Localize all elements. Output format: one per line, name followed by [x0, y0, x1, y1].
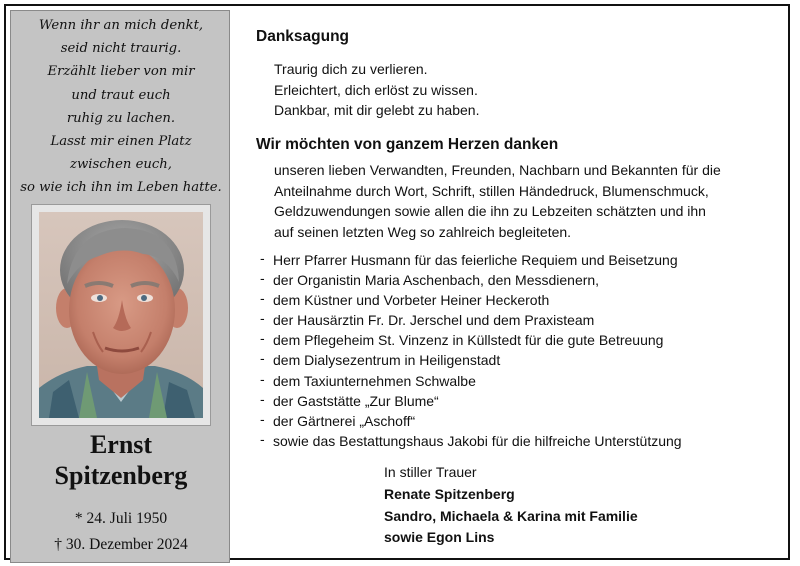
list-item-text: dem Taxiunternehmen Schwalbe: [273, 372, 476, 389]
mourner-name: Renate Spitzenberg: [384, 485, 515, 502]
poem-line: Lasst mir einen Platz: [50, 134, 192, 150]
first-name: Ernst: [89, 430, 153, 459]
heading: Danksagung: [256, 28, 350, 45]
poem-line: ruhig zu lachen.: [66, 110, 176, 126]
list-item-text: der Gärtnerei „Aschoff“: [273, 412, 416, 429]
poem-line: zwischen euch,: [70, 157, 172, 173]
mourner-name: Sandro, Michaela & Karina mit Familie: [384, 507, 638, 524]
list-item-text: der Organistin Maria Aschenbach, den Messdienern,: [273, 272, 600, 289]
list-marker: -: [260, 390, 265, 407]
death-date: † 30. Dezember 2024: [54, 536, 188, 553]
list-item: [260, 371, 682, 391]
list-item-text: sowie das Bestattungshaus Jakobi für die hilfreiche Unterstützung: [273, 432, 682, 449]
list-marker: -: [260, 250, 265, 266]
poem-line: so wie ich ihn im Leben hatte.: [20, 180, 222, 196]
thanks-list: [260, 250, 682, 451]
intro-line: Erleichtert, dich erlöst zu wissen.: [274, 81, 478, 98]
paragraph-line: auf seinen letzten Weg so zahlreich begleiteten.: [274, 223, 572, 240]
signature-block: [384, 462, 638, 549]
mourner-name: sowie Egon Lins: [384, 529, 495, 546]
intro-text: [274, 59, 479, 121]
list-item-text: der Hausärztin Fr. Dr. Jerschel und dem Praxisteam: [273, 312, 595, 329]
list-item-text: dem Dialysezentrum in Heiligenstadt: [273, 352, 501, 369]
memorial-panel: [10, 10, 230, 563]
list-item: [260, 431, 682, 451]
intro-line: Traurig dich zu verlieren.: [274, 61, 428, 77]
list-marker: -: [260, 350, 265, 367]
list-marker: -: [260, 430, 265, 447]
subheading: Wir möchten von ganzem Herzen danken: [256, 136, 559, 153]
paragraph-line: unseren lieben Verwandten, Freunden, Nachbarn und Bekannten für die: [274, 162, 721, 178]
paragraph-line: Anteilnahme durch Wort, Schrift, stillen Händedruck, Blumenschmuck,: [274, 182, 709, 199]
last-name: Spitzenberg: [54, 461, 188, 490]
list-marker: -: [260, 270, 265, 287]
poem-line: und traut euch: [71, 87, 171, 103]
birth-date: * 24. Juli 1950: [74, 510, 168, 527]
list-item-text: dem Pflegeheim St. Vinzenz in Küllstedt für die gute Betreuung: [273, 332, 664, 349]
list-item: [260, 310, 682, 330]
portrait-frame: [31, 204, 211, 426]
list-marker: -: [260, 290, 265, 307]
memorial-poem: [11, 14, 231, 200]
list-item-text: Herr Pfarrer Husmann für das feierliche Requiem und Beisetzung: [273, 252, 678, 268]
poem-line: seid nicht traurig.: [60, 41, 182, 57]
list-item: [260, 330, 682, 350]
list-item-text: der Gaststätte „Zur Blume“: [273, 392, 439, 409]
list-marker: -: [260, 410, 265, 427]
list-marker: -: [260, 370, 265, 387]
intro-line: Dankbar, mit dir gelebt zu haben.: [274, 102, 480, 118]
list-item-text: dem Küstner und Vorbeter Heiner Heckeroth: [273, 292, 550, 309]
list-item: [260, 411, 682, 431]
portrait-photo: [39, 212, 203, 418]
list-item: [260, 290, 682, 310]
deceased-name: [11, 429, 231, 491]
list-item: [260, 391, 682, 411]
paragraph-line: Geldzuwendungen sowie allen die ihn zu Lebzeiten schätzten und ihn: [274, 203, 706, 219]
list-item: [260, 350, 682, 370]
list-marker: -: [260, 330, 265, 347]
poem-line: Erzählt lieber von mir: [47, 64, 195, 80]
life-dates: [11, 506, 231, 558]
list-marker: -: [260, 310, 265, 327]
list-item: [260, 270, 682, 290]
list-item: [260, 250, 682, 270]
poem-line: Wenn ihr an mich denkt,: [38, 18, 204, 33]
thanks-paragraph: [274, 160, 774, 242]
signature-intro: In stiller Trauer: [384, 464, 477, 480]
